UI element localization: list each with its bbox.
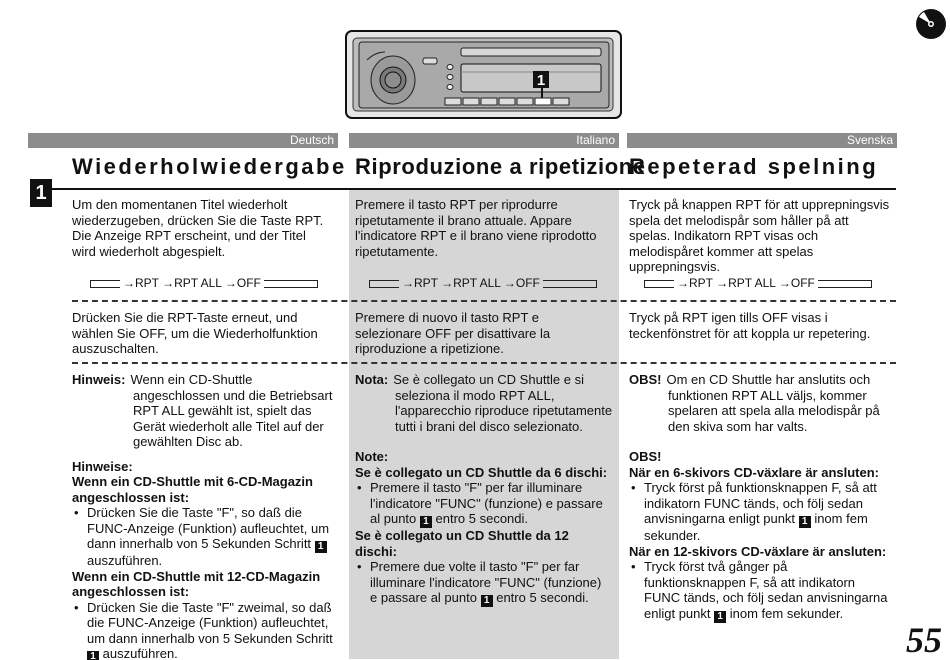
intro-sv: Tryck på knappen RPT för att upprepningsvis spela det melodispår som håller på att spelas. Indikatorn RPT visas och melodispåret kommer att spelas upprepningsvis. bbox=[629, 197, 890, 274]
intro-it: Premere il tasto RPT per riprodurre ripetutamente il brano attuale. Appare l'indicatore RPT e il brano viene riprodotto ripetutamente. bbox=[355, 197, 597, 259]
list-item: • Tryck först på funktionsknappen F, så att indikatorn FUNC tänds, och följ sedan anvisningarna enligt punkt 1 inom fem sekunder. bbox=[629, 480, 899, 544]
language-label-sv: Svenska bbox=[627, 133, 897, 148]
step-number-badge: 1 bbox=[420, 516, 432, 528]
device-step-marker: 1 bbox=[536, 72, 546, 89]
title-rule bbox=[30, 188, 896, 190]
language-label-de: Deutsch bbox=[28, 133, 338, 148]
language-label-it: Italiano bbox=[349, 133, 619, 148]
rpt-cycle-de: →RPT →RPT ALL →OFF bbox=[90, 277, 318, 291]
page-number: 55 bbox=[906, 620, 942, 660]
rpt-cycle-sv: →RPT →RPT ALL →OFF bbox=[644, 277, 872, 291]
arrow-icon: → bbox=[123, 276, 135, 290]
section-number: 1 bbox=[30, 179, 52, 207]
notes-de: Hinweis: Wenn ein CD-Shuttle angeschlossen und die Betriebsart RPT ALL gewählt ist, spielt das Gerät wiederholt alle Titel auf der gewählten Disc ab. Hinweise: Wenn ein CD-Shuttle mit 6-CD-Magazin angeschlossen ist: • Drücken Sie die Taste "F", so daß die FUNC-Anzeige (Funktion) aufleuchtet, um dann innerhalb von 5 Sekunden Schritt 1 auszuführen. Wenn ein CD-Shuttle mit 12-CD-Magazin angeschlossen ist: • Drücken Sie die Taste "F" zweimal, so daß die FUNC-Anzeige (Funktion) aufleuchtet, um dann innerhalb von 5 Sekunden Schritt 1 auszuführen. bbox=[72, 372, 344, 660]
arrow-icon: → bbox=[677, 276, 689, 290]
divider-dashed bbox=[72, 362, 896, 364]
note-it: Nota: Se è collegato un CD Shuttle e si bbox=[355, 372, 584, 387]
arrow-icon: → bbox=[441, 276, 454, 290]
list-item: • Drücken Sie die Taste "F" zweimal, so daß die FUNC-Anzeige (Funktion) aufleuchtet, um dann innerhalb von 5 Sekunden Schritt 1 auszuführen. bbox=[72, 600, 344, 660]
step-number-badge: 1 bbox=[481, 595, 493, 607]
rpt-cycle-it: →RPT →RPT ALL →OFF bbox=[369, 277, 597, 291]
title-sv: Repeterad spelning bbox=[629, 154, 879, 179]
arrow-icon: → bbox=[224, 276, 237, 290]
divider-dashed bbox=[72, 300, 896, 302]
list-item: • Drücken Sie die Taste "F", so daß die FUNC-Anzeige (Funktion) aufleuchtet, um dann innerhalb von 5 Sekunden Schritt 1 auszuführen. bbox=[72, 505, 344, 569]
disc-icon bbox=[915, 8, 947, 40]
arrow-icon: → bbox=[716, 276, 729, 290]
step-number-badge: 1 bbox=[315, 541, 327, 553]
list-item: • Tryck först två gånger på funktionsknappen F, så att indikatorn FUNC tänds, och följ sedan anvisningarna enligt punkt 1 inom fem sekunder. bbox=[629, 559, 899, 623]
arrow-icon: → bbox=[402, 276, 414, 290]
note-de: Hinweis: Wenn ein CD-Shuttle bbox=[72, 372, 253, 387]
step-number-badge: 1 bbox=[714, 611, 726, 623]
arrow-icon: → bbox=[778, 276, 791, 290]
step-number-badge: 1 bbox=[799, 516, 811, 528]
off-text-sv: Tryck på RPT igen tills OFF visas i teckenfönstret för att koppla ur repetering. bbox=[629, 310, 871, 341]
off-text-it: Premere di nuovo il tasto RPT e selezionare OFF per disattivare la riproduzione a ripetizione. bbox=[355, 310, 551, 356]
notes-sv: OBS! Om en CD Shuttle har anslutits och funktionen RPT ALL väljs, kommer spelaren att spela alla melodispår på den skiva som har valts. OBS! När en 6-skivors CD-växlare är ansluten: • Tryck först på funktionsknappen F, så att indikatorn FUNC tänds, och följ sedan anvisningarna enligt punkt 1 inom fem sekunder. När en 12-skivors CD-växlare är ansluten: • Tryck först två gånger på funktionsknappen F, så att indikatorn FUNC tänds, och följ sedan anvisningarna enligt punkt 1 inom fem sekunder. bbox=[629, 372, 899, 623]
off-text-de: Drücken Sie die RPT-Taste erneut, und wählen Sie OFF, um die Wiederholfunktion auszuschalten. bbox=[72, 310, 318, 356]
list-item: • Premere il tasto "F" per far illuminare l'indicatore "FUNC" (funzione) e passare al punto 1 entro 5 secondi. bbox=[355, 480, 619, 528]
title-de: Wiederholwiedergabe bbox=[72, 154, 347, 179]
notes-it: Nota: Se è collegato un CD Shuttle e si seleziona il modo RPT ALL, l'apparecchio riproduce ripetutamente tutti i brani del disco selezionato. Note: Se è collegato un CD Shuttle da 6 dischi: • Premere il tasto "F" per far illuminare l'indicatore "FUNC" (funzione) e passare al punto 1 entro 5 secondi. Se è collegato un CD Shuttle da 12 dischi: • Premere due volte il tasto "F" per far illuminare l'indicatore "FUNC" (funzione) e passare al punto 1 entro 5 secondi. bbox=[355, 372, 619, 607]
car-stereo-illustration bbox=[345, 30, 623, 120]
note-sv: OBS! Om en CD Shuttle har anslutits och bbox=[629, 372, 871, 387]
arrow-icon: → bbox=[162, 276, 175, 290]
list-item: • Premere due volte il tasto "F" per far illuminare l'indicatore "FUNC" (funzione) e passare al punto 1 entro 5 secondi. bbox=[355, 559, 619, 607]
step-number-badge: 1 bbox=[87, 651, 99, 660]
title-it: Riproduzione a ripetizione bbox=[355, 154, 646, 179]
arrow-icon: → bbox=[503, 276, 516, 290]
intro-de: Um den momentanen Titel wiederholt wiederzugeben, drücken Sie die Taste RPT. Die Anzeige RPT erscheint, und der Titel wird wiederholt abgespielt. bbox=[72, 197, 324, 259]
